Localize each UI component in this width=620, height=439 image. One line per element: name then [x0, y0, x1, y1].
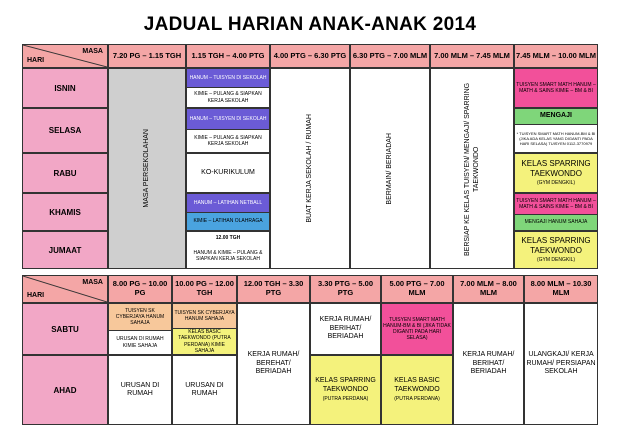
play-text: BERMAIN/ BERIADAH	[386, 132, 394, 205]
activity-text: KIMIE – LATIHAN OLAHRAGA	[187, 212, 269, 230]
activity-text: KELAS SPARRING TAEKWONDO	[521, 236, 591, 255]
time-header: 12.00 TGH – 3.30 PTG	[237, 275, 310, 303]
time-header: 1.15 TGH – 4.00 PTG	[186, 44, 270, 68]
day-label: JUMAAT	[22, 231, 108, 269]
activity-text: HANUM – TUISYEN DI SEKOLAH	[187, 109, 269, 129]
hari-label: HARI	[27, 57, 45, 64]
prepare-cell	[430, 68, 514, 269]
day-label: KHAMIS	[22, 193, 108, 231]
khamis-afternoon-cell	[186, 193, 270, 231]
ahad-late-morning-cell: URUSAN DI RUMAH	[172, 355, 237, 425]
masa-label: MASA	[82, 279, 103, 286]
time-header: 3.30 PTG – 5.00 PTG	[310, 275, 381, 303]
activity-text: TUISYEN SMART MATH HANUM – MATH & SAINS KIMIE – BM & BI	[515, 194, 597, 214]
day-label: AHAD	[22, 355, 108, 425]
sabtu-late-morning-cell	[172, 303, 237, 355]
page-title: JADUAL HARIAN ANAK-ANAK 2014	[143, 14, 477, 35]
activity-text: KIMIE – PULANG & SIAPKAN KERJA SEKOLAH	[187, 87, 269, 107]
activity-location: (PUTRA PERDANA)	[322, 396, 369, 403]
prepare-text: BERSIAP KE KELAS TUISYEN/ MENGAJI/ SPARRING TAEKWONDO	[463, 81, 480, 256]
activity-location: (PUTRA PERDANA)	[394, 396, 440, 403]
masa-label: MASA	[82, 48, 103, 55]
selasa-night-cell	[514, 108, 598, 153]
corner-header	[22, 44, 108, 68]
activity-text: MENGAJI	[515, 109, 597, 124]
activity-location: (GYM DENGKIL)	[536, 180, 576, 187]
activity-location: (GYM DENGKIL)	[536, 257, 576, 264]
jumaat-afternoon-cell	[186, 231, 270, 269]
activity-time: 12.00 TGH	[215, 234, 241, 241]
activity-text: KELAS BASIC TAEKWONDO (PUTRA PERDANA) KIMIE SAHAJA	[173, 328, 236, 354]
time-header: 10.00 PG – 12.00 TGH	[172, 275, 237, 303]
play-cell	[350, 68, 430, 269]
homework-cell	[270, 68, 350, 269]
activity-text: HANUM & KIMIE – PULANG & SIAPKAN KERJA SEKOLAH	[193, 249, 263, 262]
night-revision-cell: ULANGKAJI/ KERJA RUMAH/ PERSIAPAN SEKOLAH	[524, 303, 598, 425]
activity-text: HANUM – LATIHAN NETBALL	[187, 194, 269, 212]
time-header: 6.30 PTG – 7.00 MLM	[350, 44, 430, 68]
activity-text: MENGAJI HANUM SAHAJA	[515, 214, 597, 230]
day-label: RABU	[22, 153, 108, 193]
rabu-afternoon-cell: KO-KURIKULUM	[186, 153, 270, 193]
activity-text: KELAS SPARRING TAEKWONDO	[315, 377, 376, 393]
activity-text: KELAS BASIC TAEKWONDO	[394, 377, 440, 393]
isnin-night-cell: TUISYEN SMART MATH HANUM – MATH & SAINS KIMIE – BM & BI	[514, 68, 598, 108]
corner-header	[22, 275, 108, 303]
noon-rest-cell: KERJA RUMAH/ BEREHAT/ BERIADAH	[237, 303, 310, 425]
sabtu-morning-cell	[108, 303, 172, 355]
ahad-afternoon-cell	[310, 355, 381, 425]
day-label: ISNIN	[22, 68, 108, 108]
time-header: 5.00 PTG – 7.00 MLM	[381, 275, 453, 303]
time-header: 8.00 PG – 10.00 PG	[108, 275, 172, 303]
selasa-afternoon-cell	[186, 108, 270, 153]
activity-text: TUISYEN SK CYBERJAYA HANUM SAHAJA	[109, 304, 171, 330]
isnin-afternoon-cell	[186, 68, 270, 108]
activity-text: KIMIE – PULANG & SIAPKAN KERJA SEKOLAH	[187, 129, 269, 152]
time-header: 7.45 MLM – 10.00 MLM	[514, 44, 598, 68]
time-header: 7.00 MLM – 7.45 MLM	[430, 44, 514, 68]
sabtu-evening-cell: TUISYEN SMART MATH HANUM-BM & BI (JIKA TIDAK DIGANTI PADA HARI SELASA)	[381, 303, 453, 355]
time-header: 4.00 PTG – 6.30 PTG	[270, 44, 350, 68]
school-time-text: MASA PERSEKOLAHAN	[143, 129, 151, 208]
hari-label: HARI	[27, 292, 45, 299]
homework-text: BUAT KERJA SEKOLAH / RUMAH	[306, 114, 314, 223]
activity-text: * TUISYEN SMART MATH HANUM-BM & BI (JIKA ADA KELAS YANG DIGANTI PADA HARI SELASA) TUISYEN 0112-3770979	[515, 124, 597, 152]
time-header: 8.00 MLM – 10.30 MLM	[524, 275, 598, 303]
day-label: SABTU	[22, 303, 108, 355]
ahad-morning-cell: URUSAN DI RUMAH	[108, 355, 172, 425]
sabtu-afternoon-cell: KERJA RUMAH/ BERIHAT/ BERIADAH	[310, 303, 381, 355]
rabu-night-cell	[514, 153, 598, 193]
activity-text: KELAS SPARRING TAEKWONDO	[521, 159, 591, 178]
school-time-cell	[108, 68, 186, 269]
activity-text: HANUM – TUISYEN DI SEKOLAH	[187, 69, 269, 87]
time-header: 7.00 MLM – 8.00 MLM	[453, 275, 524, 303]
day-label: SELASA	[22, 108, 108, 153]
time-header: 7.20 PG – 1.15 TGH	[108, 44, 186, 68]
jumaat-night-cell	[514, 231, 598, 269]
ahad-evening-cell	[381, 355, 453, 425]
khamis-night-cell	[514, 193, 598, 231]
activity-text: URUSAN DI RUMAH KIMIE SAHAJA	[109, 330, 171, 354]
early-night-cell: KERJA RUMAH/ BERIHAT/ BERIADAH	[453, 303, 524, 425]
activity-text: TUISYEN SK CYBERJAYA HANUM SAHAJA	[173, 304, 236, 328]
